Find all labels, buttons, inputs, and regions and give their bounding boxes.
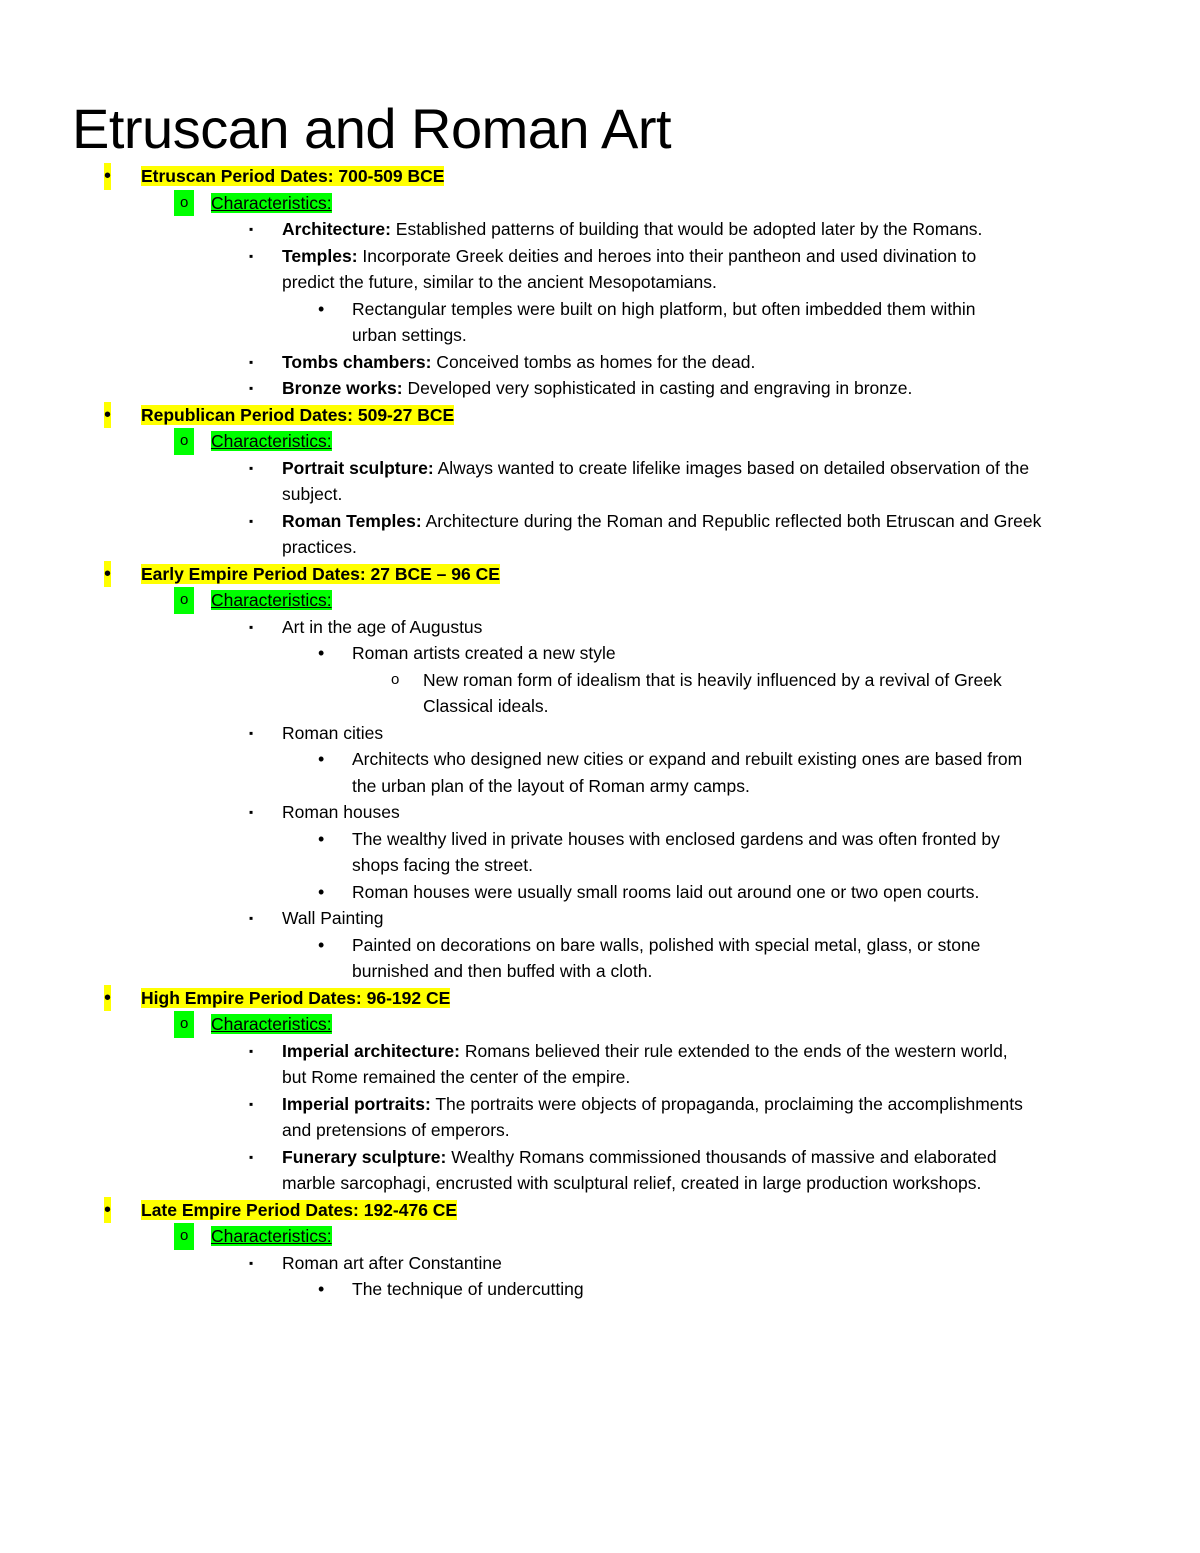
characteristics-label: Characteristics: xyxy=(211,1014,332,1034)
line-text: Roman cities xyxy=(282,722,384,743)
outline-item xyxy=(0,640,1200,667)
continuation-line xyxy=(0,852,1200,879)
bullet-marker: • xyxy=(104,402,111,429)
bullet-marker: ▪ xyxy=(249,460,254,475)
line-text: Bronze works: Developed very sophisticated in casting and engraving in bronze. xyxy=(282,378,913,398)
bullet-marker: ▪ xyxy=(249,354,254,369)
line-text: marble sarcophagi, encrusted with sculptural relief, created in large production workshops. xyxy=(282,1173,982,1193)
line-text: Roman houses were usually small rooms laid out around one or two open courts. xyxy=(352,881,980,902)
line-text: Tombs chambers: Conceived tombs as homes for the dead. xyxy=(282,351,756,372)
bullet-marker: o xyxy=(174,190,194,217)
bullet-marker: o xyxy=(174,587,194,614)
line-text: predict the future, similar to the ancient Mesopotamians. xyxy=(282,272,717,292)
bullet-marker: ▪ xyxy=(249,1096,254,1111)
line-text: Temples: Incorporate Greek deities and heroes into their pantheon and used divination to xyxy=(282,245,977,266)
characteristics-row xyxy=(0,587,1200,614)
outline-item xyxy=(0,375,1200,402)
continuation-line xyxy=(0,534,1200,561)
outline-item xyxy=(0,1250,1200,1277)
line-text: practices. xyxy=(282,537,357,557)
bullet-marker: • xyxy=(318,749,325,769)
outline-item xyxy=(0,720,1200,747)
outline-item xyxy=(0,216,1200,243)
continuation-line xyxy=(0,1170,1200,1197)
characteristics-label: Characteristics: xyxy=(211,192,332,213)
outline-item xyxy=(0,879,1200,906)
outline-item xyxy=(0,1038,1200,1065)
characteristics-label: Characteristics: xyxy=(211,431,332,451)
line-text: Wall Painting xyxy=(282,908,384,928)
continuation-line xyxy=(0,481,1200,508)
outline-item xyxy=(0,243,1200,270)
line-text: Classical ideals. xyxy=(423,696,549,716)
characteristics-row xyxy=(0,1011,1200,1038)
line-text xyxy=(141,163,444,190)
line-text: urban settings. xyxy=(352,325,467,345)
characteristics-row xyxy=(0,1223,1200,1250)
outline-item xyxy=(0,667,1200,694)
outline-item xyxy=(0,1091,1200,1118)
line-text: Imperial architecture: Romans believed their rule extended to the ends of the western world, xyxy=(282,1040,1008,1061)
outline-item xyxy=(0,455,1200,482)
outline-item xyxy=(0,826,1200,853)
characteristics-row xyxy=(0,190,1200,217)
bullet-marker: o xyxy=(174,428,194,455)
item-term: Roman Temples: xyxy=(282,510,422,531)
line-text: subject. xyxy=(282,484,343,504)
bullet-marker: ▪ xyxy=(249,1043,254,1058)
line-text xyxy=(211,428,332,455)
outline-item xyxy=(0,1276,1200,1303)
section-heading xyxy=(0,402,1200,429)
characteristics-label: Characteristics: xyxy=(211,590,332,610)
bullet-marker: • xyxy=(318,934,325,955)
bullet-marker: • xyxy=(104,985,111,1012)
line-text: Architects who designed new cities or expand and rebuilt existing ones are based from xyxy=(352,749,1023,769)
item-term: Architecture: xyxy=(282,219,391,239)
line-text: Art in the age of Augustus xyxy=(282,616,483,637)
characteristics-row xyxy=(0,428,1200,455)
bullet-marker: • xyxy=(318,298,325,319)
period-heading: Early Empire Period Dates: 27 BCE – 96 CE xyxy=(141,563,500,584)
item-term: Imperial architecture: xyxy=(282,1040,460,1061)
bullet-marker: ▪ xyxy=(249,1255,254,1270)
continuation-line xyxy=(0,958,1200,985)
line-text: Rectangular temples were built on high platform, but often imbedded them within xyxy=(352,298,976,319)
continuation-line xyxy=(0,269,1200,296)
item-term: Tombs chambers: xyxy=(282,351,432,372)
item-term: Funerary sculpture: xyxy=(282,1146,447,1167)
outline-item xyxy=(0,932,1200,959)
bullet-marker: ▪ xyxy=(249,248,254,263)
continuation-line xyxy=(0,693,1200,720)
item-term: Portrait sculpture: xyxy=(282,457,434,478)
item-term: Temples: xyxy=(282,245,358,266)
document-body xyxy=(0,163,1200,1303)
line-text xyxy=(141,1197,457,1224)
outline-item xyxy=(0,799,1200,826)
period-heading: High Empire Period Dates: 96-192 CE xyxy=(141,987,451,1008)
section-heading xyxy=(0,985,1200,1012)
bullet-marker: • xyxy=(318,828,325,849)
document-title: Etruscan and Roman Art xyxy=(72,97,672,160)
bullet-marker: ▪ xyxy=(249,619,254,634)
line-text xyxy=(211,1223,332,1250)
outline-item xyxy=(0,296,1200,323)
line-text xyxy=(211,1011,332,1038)
continuation-line xyxy=(0,1117,1200,1144)
line-text: but Rome remained the center of the empire. xyxy=(282,1067,631,1087)
line-text: and pretensions of emperors. xyxy=(282,1120,510,1140)
line-text: Roman art after Constantine xyxy=(282,1252,502,1273)
continuation-line xyxy=(0,773,1200,800)
line-text: Architecture: Established patterns of building that would be adopted later by the Romans. xyxy=(282,219,983,239)
bullet-marker: • xyxy=(104,163,111,190)
bullet-marker: ▪ xyxy=(249,222,254,236)
bullet-marker: ▪ xyxy=(249,1149,254,1164)
outline-item xyxy=(0,614,1200,641)
line-text xyxy=(141,561,500,588)
bullet-marker: ▪ xyxy=(249,381,254,395)
line-text: Painted on decorations on bare walls, polished with special metal, glass, or stone xyxy=(352,934,981,955)
period-heading: Republican Period Dates: 509-27 BCE xyxy=(141,404,455,425)
line-text xyxy=(211,190,332,217)
bullet-marker: ▪ xyxy=(249,805,254,819)
line-text xyxy=(211,587,332,614)
outline-item xyxy=(0,746,1200,773)
bullet-marker: • xyxy=(318,643,325,663)
line-text: New roman form of idealism that is heavily influenced by a revival of Greek xyxy=(423,669,1002,690)
bullet-marker: • xyxy=(318,881,325,902)
bullet-marker: ▪ xyxy=(249,725,254,740)
line-text: Roman Temples: Architecture during the Roman and Republic reflected both Etruscan and Greek xyxy=(282,510,1042,531)
section-heading xyxy=(0,561,1200,588)
continuation-line xyxy=(0,322,1200,349)
line-text: Imperial portraits: The portraits were objects of propaganda, proclaiming the accomplishments xyxy=(282,1093,1023,1114)
bullet-marker: o xyxy=(174,1223,194,1250)
line-text: The wealthy lived in private houses with enclosed gardens and was often fronted by xyxy=(352,828,1000,849)
line-text: Roman houses xyxy=(282,802,400,822)
bullet-marker: • xyxy=(318,1279,325,1299)
line-text xyxy=(141,985,450,1012)
item-term: Imperial portraits: xyxy=(282,1093,431,1114)
period-heading: Late Empire Period Dates: 192-476 CE xyxy=(141,1199,458,1220)
bullet-marker: ▪ xyxy=(249,911,254,925)
line-text: shops facing the street. xyxy=(352,855,533,875)
line-text: Portrait sculpture: Always wanted to create lifelike images based on detailed observation of the xyxy=(282,457,1030,478)
line-text xyxy=(141,402,454,429)
outline-item xyxy=(0,508,1200,535)
line-text: burnished and then buffed with a cloth. xyxy=(352,961,653,981)
outline-item xyxy=(0,1144,1200,1171)
outline-item xyxy=(0,349,1200,376)
bullet-marker: o xyxy=(174,1011,194,1038)
period-heading: Etruscan Period Dates: 700-509 BCE xyxy=(141,166,445,186)
line-text: the urban plan of the layout of Roman army camps. xyxy=(352,775,750,796)
line-text: The technique of undercutting xyxy=(352,1279,584,1299)
line-text: Funerary sculpture: Wealthy Romans commissioned thousands of massive and elaborated xyxy=(282,1146,997,1167)
continuation-line xyxy=(0,1064,1200,1091)
outline-item xyxy=(0,905,1200,932)
section-heading xyxy=(0,163,1200,190)
bullet-marker: o xyxy=(391,670,400,688)
bullet-marker: • xyxy=(104,1197,111,1224)
bullet-marker: ▪ xyxy=(249,513,254,528)
item-term: Bronze works: xyxy=(282,378,403,398)
characteristics-label: Characteristics: xyxy=(211,1226,332,1246)
line-text: Roman artists created a new style xyxy=(352,643,616,663)
section-heading xyxy=(0,1197,1200,1224)
bullet-marker: • xyxy=(104,561,111,588)
